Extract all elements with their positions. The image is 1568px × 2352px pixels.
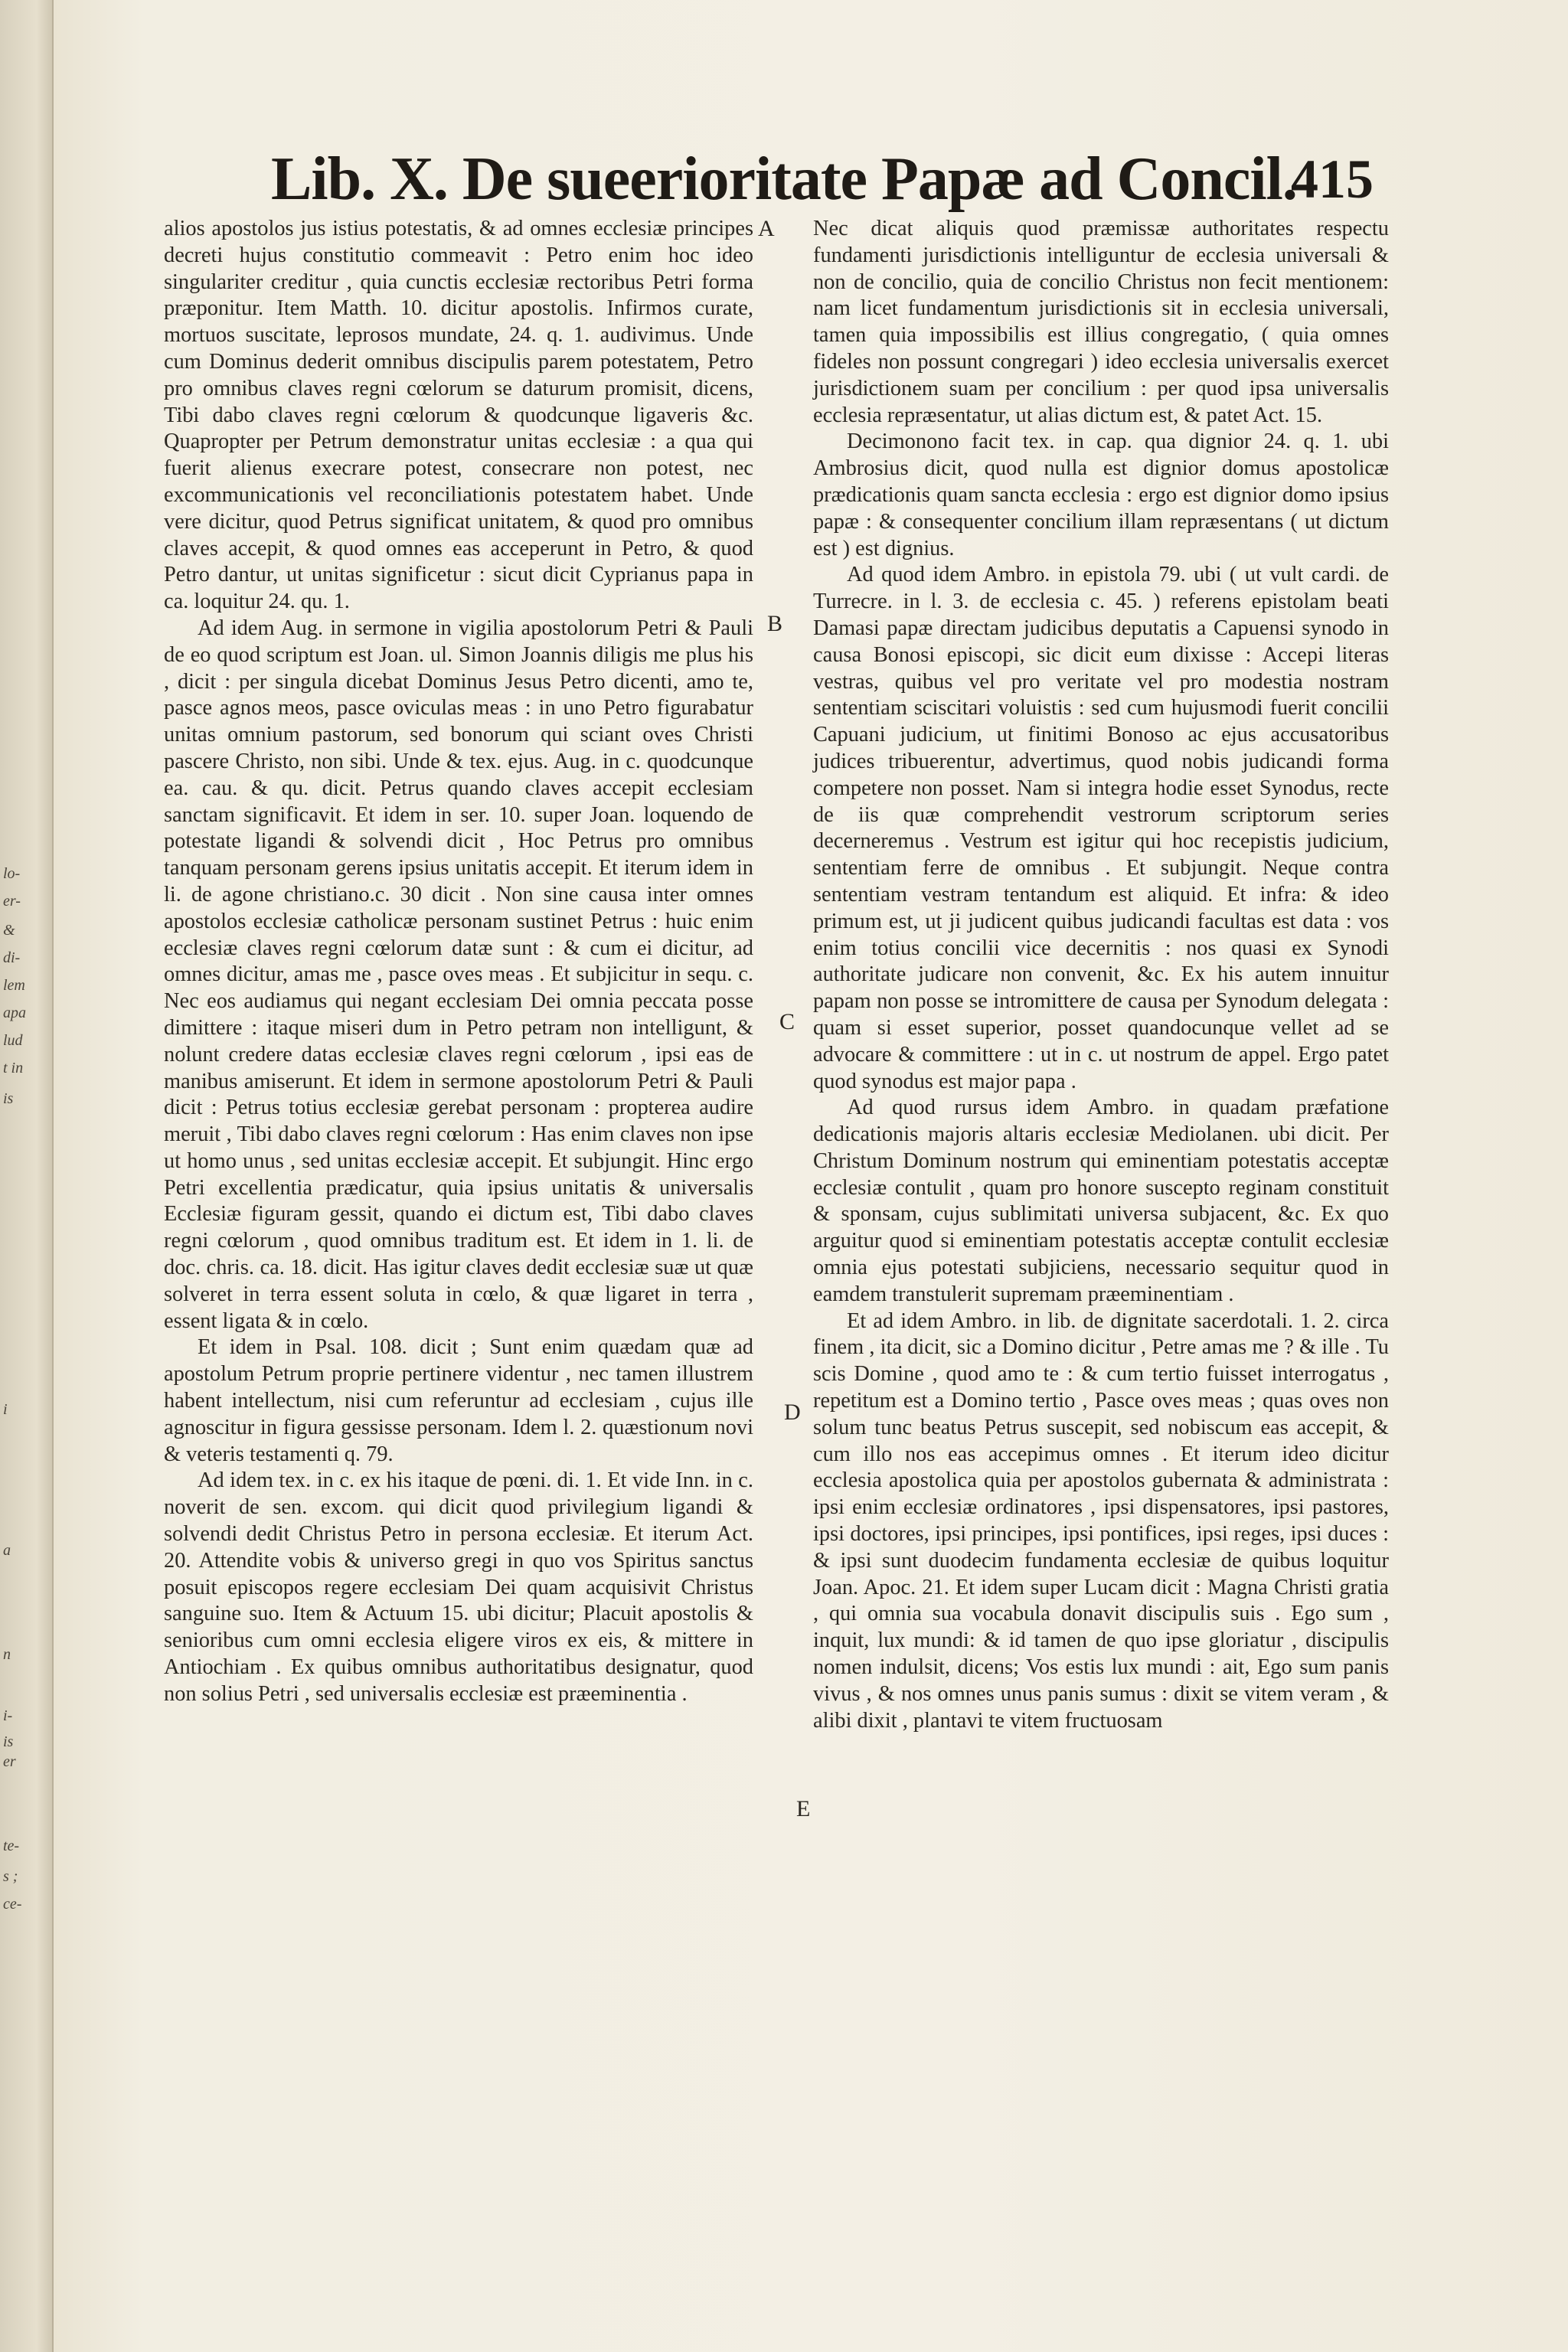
paragraph: Decimonono facit tex. in cap. qua dignior 24. q. 1. ubi Ambrosius dicit, quod nulla est dignior domus apostolicæ prædicationis quam sancta ecclesia : ergo est dignior domo ipsius papæ : & consequenter concilium illam repræsentans ( ut dictum est ) est dignius. xyxy=(813,430,1389,560)
previous-page-fragment: & xyxy=(3,922,15,939)
paragraph: Ad quod idem Ambro. in epistola 79. ubi ( ut vult cardi. de Turrecre. in l. 3. de ecclesia c. 45. ) referens epistolam beati Damasi papæ directam judicibus deputatis a Capuensi synodo in causa Bonosi episcopi, sic dicit eum dixisse : Accepi literas vestras, quibus vel pro veritate vel pro modestia nostram sententiam sciscitari voluistis : sed cum hujusmodi fuerit concilii Capuani judicium, ut finitimi Bonoso ac ejus accusatoribus judices tribuerentur, advertimus, quod nobis judicandi forma competere non posset. Nam si integra hodie esset Synodus, recte de iis quæ comprehendit vestrorum scriptorum series decerneremus . Vestrum est igitur qui hoc recepistis judicium, sententiam ferre de omnibus . Et subjungit. Neque contra sententiam vestram tentandum est aliquid. Et infra: & ideo primum est, ut ji judicent quibus judicandi facultas est data : vos enim totius concilii vice decernitis : nos quasi ex Synodi authoritate judicare non convenit, &c. Ex his autem innuitur papam non posse se intromittere de causa per Synodum delegata : quam si esset superior, posset quandocunque vellet ad se advocare & committere : ut in c. ut nostrum de appel. Ergo patet quod synodus est major papa . xyxy=(813,563,1389,1093)
previous-page-fragment: i- xyxy=(3,1707,13,1724)
previous-page-fragment: lem xyxy=(3,977,25,994)
right-column xyxy=(813,216,1389,1734)
margin-marker-b: B xyxy=(767,611,783,636)
previous-page-fragment: lo- xyxy=(3,865,21,882)
margin-marker-d: D xyxy=(784,1400,801,1425)
paragraph: Et ad idem Ambro. in lib. de dignitate sacerdotali. 1. 2. circa finem , ita dicit, sic a Domino dicitur , Petre amas me ? & ille . Tu scis Domine , quod amo te : & cum tertio fuisset interrogatus , repetitum est a Domino tertio , Pasce oves meas ; quas oves non solum tunc beatus Petrus suscepit, sed nobiscum eas accepit, & cum illo nos eas accepimus omnes . Et iterum ideo dicitur ecclesia apostolica quia per apostolos gubernata & administrata : ipsi enim ecclesiæ ordinatores , ipsi dispensatores, ipsi pastores, ipsi doctores, ipsi principes, ipsi pontifices, ipsi reges, ipsi duces : & ipsi sunt duodecim fundamenta ecclesiæ de quibus loquitur Joan. Apoc. 21. Et idem super Lucam dicit : Magna Christi gratia , qui omnia sua vocabula donavit discipulis suis . Ego sum , inquit, lux mundi: & id tamen de quo ipse gloriatur , discipulis nomen indulsit, dicens; Vos estis lux mundi : ait, Ego sum panis vivus , & nos omnes unus panis sumus : dixit se vitem veram , & alibi dixit , plantavi te vitem fructuosam xyxy=(813,1308,1389,1733)
paragraph: Ad idem Aug. in sermone in vigilia apostolorum Petri & Pauli de eo quod scriptum est Joan. ul. Simon Joannis diligis me plus his , dicit : per singula dicebat Dominus Jesus Petro dicenti, amo te, pasce agnos meos, pasce oviculas meas : in uno Petro figurabatur unitas omnium pastorum, sed bonorum qui sciant oves Christi pascere Christo, non sibi. Unde & tex. ejus. Aug. in c. quodcunque ea. cau. & qu. dicit. Petrus quando claves accepit ecclesiam sanctam significavit. Et idem in ser. 10. super Joan. loquendo de potestate ligandi & solvendi dicit , Hoc Petrus pro omnibus tanquam personam gerens ipsius unitatis accepit. Et iterum idem in li. de agone christiano.c. 30 dicit . Non sine causa inter omnes apostolos ecclesiæ catholicæ personam sustinet Petrus : huic enim ecclesiæ claves regni cœlorum datæ sunt : & cum ei dicitur, ad omnes dicitur, amas me , pasce oves meas . Et subjicitur in sequ. c. Nec eos audiamus qui negant ecclesiam Dei omnia peccata posse dimittere : itaque miseri dum in Petro petram non intelligunt, & nolunt credere datas ecclesiæ claves regni cœlorum , ipsi eas de manibus amiserunt. Et idem in sermone apostolorum Petri & Pauli dicit : Petrus totius ecclesiæ gerebat personam : propterea audire meruit , Tibi dabo claves regni cœlorum : Has enim claves non ipse ut homo unus , sed unitas ecclesiæ accepit. Et subjungit. Hinc ergo Petri excellentia prædicatur, quia ipsius unitatis & universalis Ecclesiæ figuram gessit, quando ei dictum est, Tibi dabo claves regni cœlorum , quod omnibus traditum est. Et idem in 1. li. de doc. chris. ca. 18. dicit. Has igitur claves dedit ecclesiæ suæ ut quæ solveret in terra essent soluta in cœlo, & quæ ligaret in terra , essent ligata & in cœlo. xyxy=(164,616,753,1333)
previous-page-fragment: lud xyxy=(3,1032,23,1049)
paragraph: Ad quod rursus idem Ambro. in quadam præfatione dedicationis majoris altaris ecclesiæ Mediolanen. ubi dicit. Per Christum Dominum nostrum qui eminentiam potestatis acceptæ ecclesiæ contulit , quam pro honore suscepto reginam constituit & sponsam, cujus sublimitati universa subjacent, &c. Ex quo arguitur quod si eminentiam potestatis acceptæ contulit ecclesiæ omnia ejus potestati subjiciens, necessario sequitur quod in eamdem transtulerit supremam præeminentiam . xyxy=(813,1096,1389,1306)
paragraph: Et idem in Psal. 108. dicit ; Sunt enim quædam quæ ad apostolum Petrum proprie pertinere videntur , nec tamen illustrem habent intellectum, nisi cum referuntur ad ecclesiam , cujus ille agnoscitur in figura gessisse personam. Idem l. 2. quæstionum novi & veteris testamenti q. 79. xyxy=(164,1335,753,1466)
left-column xyxy=(164,216,753,1708)
margin-marker-a: A xyxy=(758,216,775,241)
previous-page-fragment: er xyxy=(3,1753,16,1770)
previous-page-fragment: te- xyxy=(3,1838,20,1854)
paragraph: Nec dicat aliquis quod præmissæ authoritates respectu fundamenti jurisdictionis intelliguntur de ecclesia universali & non de concilio, quia de concilio Christus non fecit mentionem: nam licet fundamentum jurisdictionis sit in ecclesia universali, tamen quia impossibilis est illius congregatio, ( quia omnes fideles non possunt congregari ) ideo ecclesia universalis exercet jurisdictionem suam per concilium : per quod ipsa universalis ecclesia repræsentatur, ut alias dictum est, & patet Act. 15. xyxy=(813,217,1389,427)
previous-page-fragment: is xyxy=(3,1733,14,1750)
previous-page-edge xyxy=(0,0,54,2352)
running-head: Lib. X. De sueerioritate Papæ ad Concil. xyxy=(271,145,1297,213)
page-number: 415 xyxy=(1291,149,1374,210)
previous-page-fragment: is xyxy=(3,1090,14,1107)
paragraph: alios apostolos jus istius potestatis, & ad omnes ecclesiæ principes decreti hujus constitutio commeavit : Petro enim hoc ideo singulariter creditur , quia cunctis ecclesiæ rectoribus Petri forma præponitur. Item Matth. 10. dicitur apostolis. Infirmos curate, mortuos suscitate, leprosos mundate, 24. q. 1. audivimus. Unde cum Dominus dederit omnibus discipulis parem potestatem, Petro pro omnibus claves regni cœlorum se daturum promisit, dicens, Tibi dabo claves regni cœlorum & quodcunque ligaveris &c. Quapropter per Petrum demonstratur unitas ecclesiæ : a qua qui fuerit alienus execrare potest, consecrare non potest, nec excommunicationis vel reconciliationis potestatem habet. Unde vere dicitur, quod Petrus significat unitatem, & quod pro omnibus claves accepit, & quod omnes eas acceperunt in Petro, & quod Petro dantur, ut unitas significetur : sicut dicit Cyprianus papa in ca. loquitur 24. qu. 1. xyxy=(164,217,753,614)
paragraph: Ad idem tex. in c. ex his itaque de pœni. di. 1. Et vide Inn. in c. noverit de sen. excom. qui dicit quod privilegium ligandi & solvendi dedit Christus Petro in persona ecclesiæ. Et iterum Act. 20. Attendite vobis & universo gregi in quo vos Spiritus sanctus posuit episcopos regere ecclesiam Dei quam acquisivit Christus sanguine suo. Item & Actuum 15. ubi dicitur; Placuit apostolis & senioribus cum omni ecclesia eligere viros ex eis, & mittere in Antiochiam . Ex quibus omnibus authoritatibus designatur, quod non solius Petri , sed universalis ecclesiæ est præeminentia . xyxy=(164,1468,753,1706)
margin-marker-e: E xyxy=(796,1796,811,1821)
margin-marker-c: C xyxy=(779,1009,795,1034)
previous-page-fragment: s ; xyxy=(3,1868,18,1885)
previous-page-fragment: i xyxy=(3,1401,8,1418)
previous-page-fragment: ce- xyxy=(3,1896,22,1913)
previous-page-fragment: t in xyxy=(3,1060,24,1076)
previous-page-fragment: er- xyxy=(3,893,21,910)
previous-page-fragment: apa xyxy=(3,1004,26,1021)
page-header xyxy=(271,141,1374,217)
previous-page-fragment: a xyxy=(3,1542,11,1559)
previous-page-fragment: n xyxy=(3,1646,11,1663)
previous-page-fragment: di- xyxy=(3,949,21,966)
